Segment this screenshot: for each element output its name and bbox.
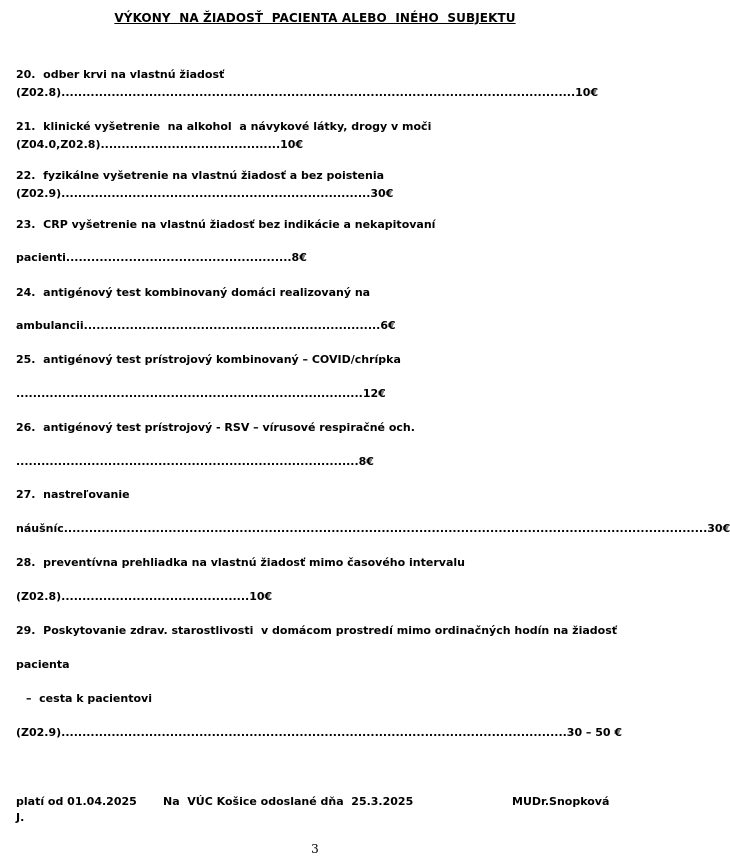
item-28-price: (Z02.8).............................................10€ [16,590,273,603]
item-28-title: 28. preventívna prehliadka na vlastnú žiadosť mimo časového intervalu [16,556,465,569]
item-27-title: 27. nastreľovanie [16,488,130,501]
page-title: VÝKONY NA ŽIADOSŤ PACIENTA ALEBO INÉHO SUBJEKTU [114,11,516,25]
footer-sent-date: Na VÚC Košice odoslané dňa 25.3.2025 [163,795,414,808]
item-29-title: 29. Poskytovanie zdrav. starostlivosti v domácom prostredí mimo ordinačných hodín na žiadosť [16,624,618,637]
item-23-price: pacienti......................................................8€ [16,251,307,264]
item-24-price: ambulancii.......................................................................6€ [16,319,396,332]
item-25-price: ...................................................................................12€ [16,387,386,400]
item-20-title: 20. odber krvi na vlastnú žiadosť [16,68,225,81]
item-21-price: (Z04.0,Z02.8)...........................................10€ [16,138,304,151]
item-22-price: (Z02.9)..........................................................................30€ [16,187,394,200]
item-29-subitem: – cesta k pacientovi [26,692,152,705]
page-number: 3 [311,842,319,856]
item-24-title: 24. antigénový test kombinovaný domáci realizovaný na [16,286,371,299]
item-29-title-cont: pacienta [16,658,70,671]
item-21-title: 21. klinické vyšetrenie na alkohol a návykové látky, drogy v moči [16,120,432,133]
footer-doctor-initial: J. [16,811,25,824]
item-27-price: náušníc..........................................................................................................................................................30€ [16,522,730,535]
item-23-title: 23. CRP vyšetrenie na vlastnú žiadosť bez indikácie a nekapitovaní [16,218,436,231]
footer-doctor: MUDr.Snopková [512,795,610,808]
item-26-title: 26. antigénový test prístrojový - RSV – vírusové respiračné och. [16,421,415,434]
item-29-price: (Z02.9).........................................................................................................................30 – 50 € [16,726,623,739]
item-20-price: (Z02.8)...........................................................................................................................10€ [16,86,599,99]
item-26-price: ..................................................................................8€ [16,455,374,468]
footer-valid-from: platí od 01.04.2025 [16,795,137,808]
item-25-title: 25. antigénový test prístrojový kombinovaný – COVID/chrípka [16,353,401,366]
item-22-title: 22. fyzikálne vyšetrenie na vlastnú žiadosť a bez poistenia [16,169,385,182]
